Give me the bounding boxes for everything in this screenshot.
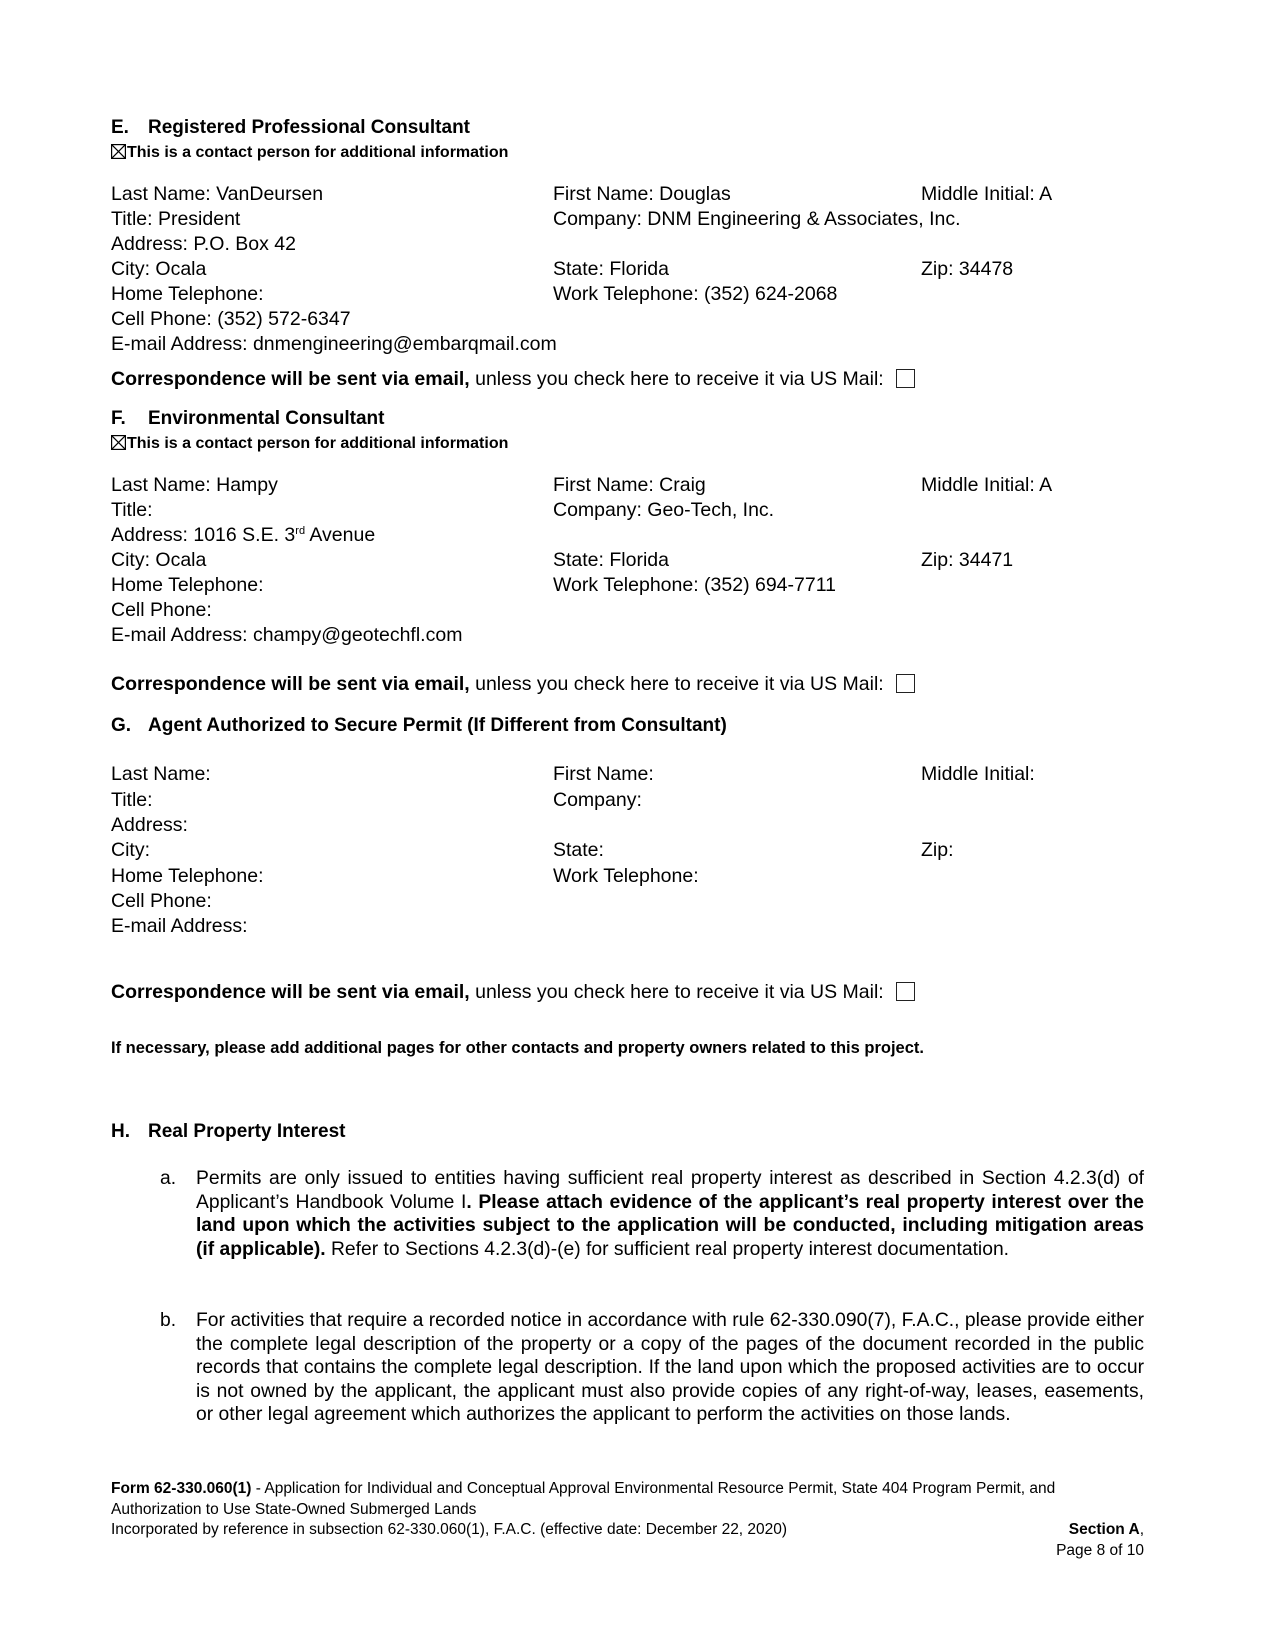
section-f-contact-flag: This is a contact person for additional information	[111, 433, 508, 453]
f-company: Company: Geo-Tech, Inc.	[553, 499, 775, 521]
g-first-name: First Name:	[553, 763, 654, 785]
g-middle-initial: Middle Initial:	[921, 763, 1035, 785]
f-work-telephone: Work Telephone: (352) 694-7711	[553, 574, 836, 596]
e-us-mail-checkbox[interactable]	[896, 369, 915, 388]
section-g-title: G. Agent Authorized to Secure Permit (If Different from Consultant)	[111, 715, 727, 736]
g-us-mail-checkbox[interactable]	[896, 982, 915, 1001]
footer-form-line: Form 62-330.060(1) - Application for Individual and Conceptual Approval Environmental Resource Permit, State 404 Program Permit, and	[111, 1480, 1056, 1497]
footer-section: Section A,	[1068, 1521, 1144, 1538]
f-title: Title:	[111, 499, 153, 521]
g-address: Address:	[111, 814, 188, 836]
footer-form-line-2: Authorization to Use State-Owned Submerged Lands	[111, 1501, 477, 1518]
g-company: Company:	[553, 789, 642, 811]
section-h-item-a: a. Permits are only issued to entities having sufficient real property interest as described in Section 4.2.3(d) of Applicant’s Handbook Volume I. Please attach evidence of the applicant’s real property interest over the land upon which the activities subject to the application will be conducted, including mitigation areas (if applicable). Refer to Sections 4.2.3(d)-(e) for sufficient real property interest documentation.	[160, 1168, 1144, 1260]
e-address: Address: P.O. Box 42	[111, 233, 296, 255]
e-first-name: First Name: Douglas	[553, 183, 731, 205]
f-zip: Zip: 34471	[921, 549, 1014, 571]
f-us-mail-checkbox[interactable]	[896, 674, 915, 693]
g-title: Title:	[111, 789, 153, 811]
e-correspondence: Correspondence will be sent via email, unless you check here to receive it via US Mail:	[111, 368, 915, 391]
item-a-text: Permits are only issued to entities having sufficient real property interest as described in Section 4.2.3(d) of Applicant’s Handbook Volume I. Please attach evidence of the applicant’s real property interest over the land upon which the activities subject to the application will be conducted, including mitigation areas (if applicable). Refer to Sections 4.2.3(d)-(e) for sufficient real property interest documentation.	[196, 1168, 1144, 1260]
section-f-title: F. Environmental Consultant	[111, 408, 385, 429]
f-state: State: Florida	[553, 549, 669, 571]
e-email: E-mail Address: dnmengineering@embarqmail.com	[111, 333, 557, 355]
section-h-item-b: b. For activities that require a recorded notice in accordance with rule 62-330.090(7), F.A.C., please provide either the complete legal description of the property or a copy of the pages of the document recorded in the public records that contains the complete legal description. If the land upon which the proposed activities are to occur is not owned by the applicant, the applicant must also provide copies of any right-of-way, leases, easements, or other legal agreement which authorizes the applicant to perform the activities on those lands.	[160, 1310, 1144, 1425]
e-state: State: Florida	[553, 258, 669, 280]
g-correspondence: Correspondence will be sent via email, unless you check here to receive it via US Mail:	[111, 981, 915, 1004]
checked-box-icon	[111, 144, 126, 159]
e-zip: Zip: 34478	[921, 258, 1014, 280]
f-address: Address: 1016 S.E. 3rd Avenue	[111, 524, 376, 546]
e-work-telephone: Work Telephone: (352) 624-2068	[553, 283, 838, 305]
g-zip: Zip:	[921, 839, 954, 861]
g-home-telephone: Home Telephone:	[111, 865, 264, 887]
g-work-telephone: Work Telephone:	[553, 865, 699, 887]
section-h-title: H. Real Property Interest	[111, 1121, 346, 1142]
f-cell-phone: Cell Phone:	[111, 599, 212, 621]
g-cell-phone: Cell Phone:	[111, 890, 212, 912]
g-last-name: Last Name:	[111, 763, 211, 785]
e-cell-phone: Cell Phone: (352) 572-6347	[111, 308, 351, 330]
item-b-text: For activities that require a recorded notice in accordance with rule 62-330.090(7), F.A.C., please provide either the complete legal description of the property or a copy of the pages of the document recorded in the public records that contains the complete legal description. If the land upon which the proposed activities are to occur is not owned by the applicant, the applicant must also provide copies of any right-of-way, leases, easements, or other legal agreement which authorizes the applicant to perform the activities on those lands.	[196, 1310, 1144, 1425]
footer-page-number: Page 8 of 10	[1056, 1542, 1144, 1559]
f-last-name: Last Name: Hampy	[111, 474, 278, 496]
g-city: City:	[111, 839, 150, 861]
g-email: E-mail Address:	[111, 915, 248, 937]
f-email: E-mail Address: champy@geotechfl.com	[111, 624, 463, 646]
f-home-telephone: Home Telephone:	[111, 574, 264, 596]
e-company: Company: DNM Engineering & Associates, Inc.	[553, 208, 961, 230]
f-correspondence: Correspondence will be sent via email, unless you check here to receive it via US Mail:	[111, 673, 915, 696]
f-first-name: First Name: Craig	[553, 474, 706, 496]
e-home-telephone: Home Telephone:	[111, 283, 264, 305]
e-title: Title: President	[111, 208, 241, 230]
e-last-name: Last Name: VanDeursen	[111, 183, 324, 205]
f-city: City: Ocala	[111, 549, 207, 571]
additional-pages-note: If necessary, please add additional pages for other contacts and property owners related to this project.	[111, 1039, 924, 1057]
g-state: State:	[553, 839, 604, 861]
footer-incorporated: Incorporated by reference in subsection 62-330.060(1), F.A.C. (effective date: December 22, 2020)	[111, 1521, 788, 1538]
e-middle-initial: Middle Initial: A	[921, 183, 1053, 205]
f-middle-initial: Middle Initial: A	[921, 474, 1053, 496]
e-city: City: Ocala	[111, 258, 207, 280]
section-e-contact-flag: This is a contact person for additional information	[111, 142, 508, 162]
section-e-title: E. Registered Professional Consultant	[111, 117, 471, 138]
checked-box-icon	[111, 435, 126, 450]
